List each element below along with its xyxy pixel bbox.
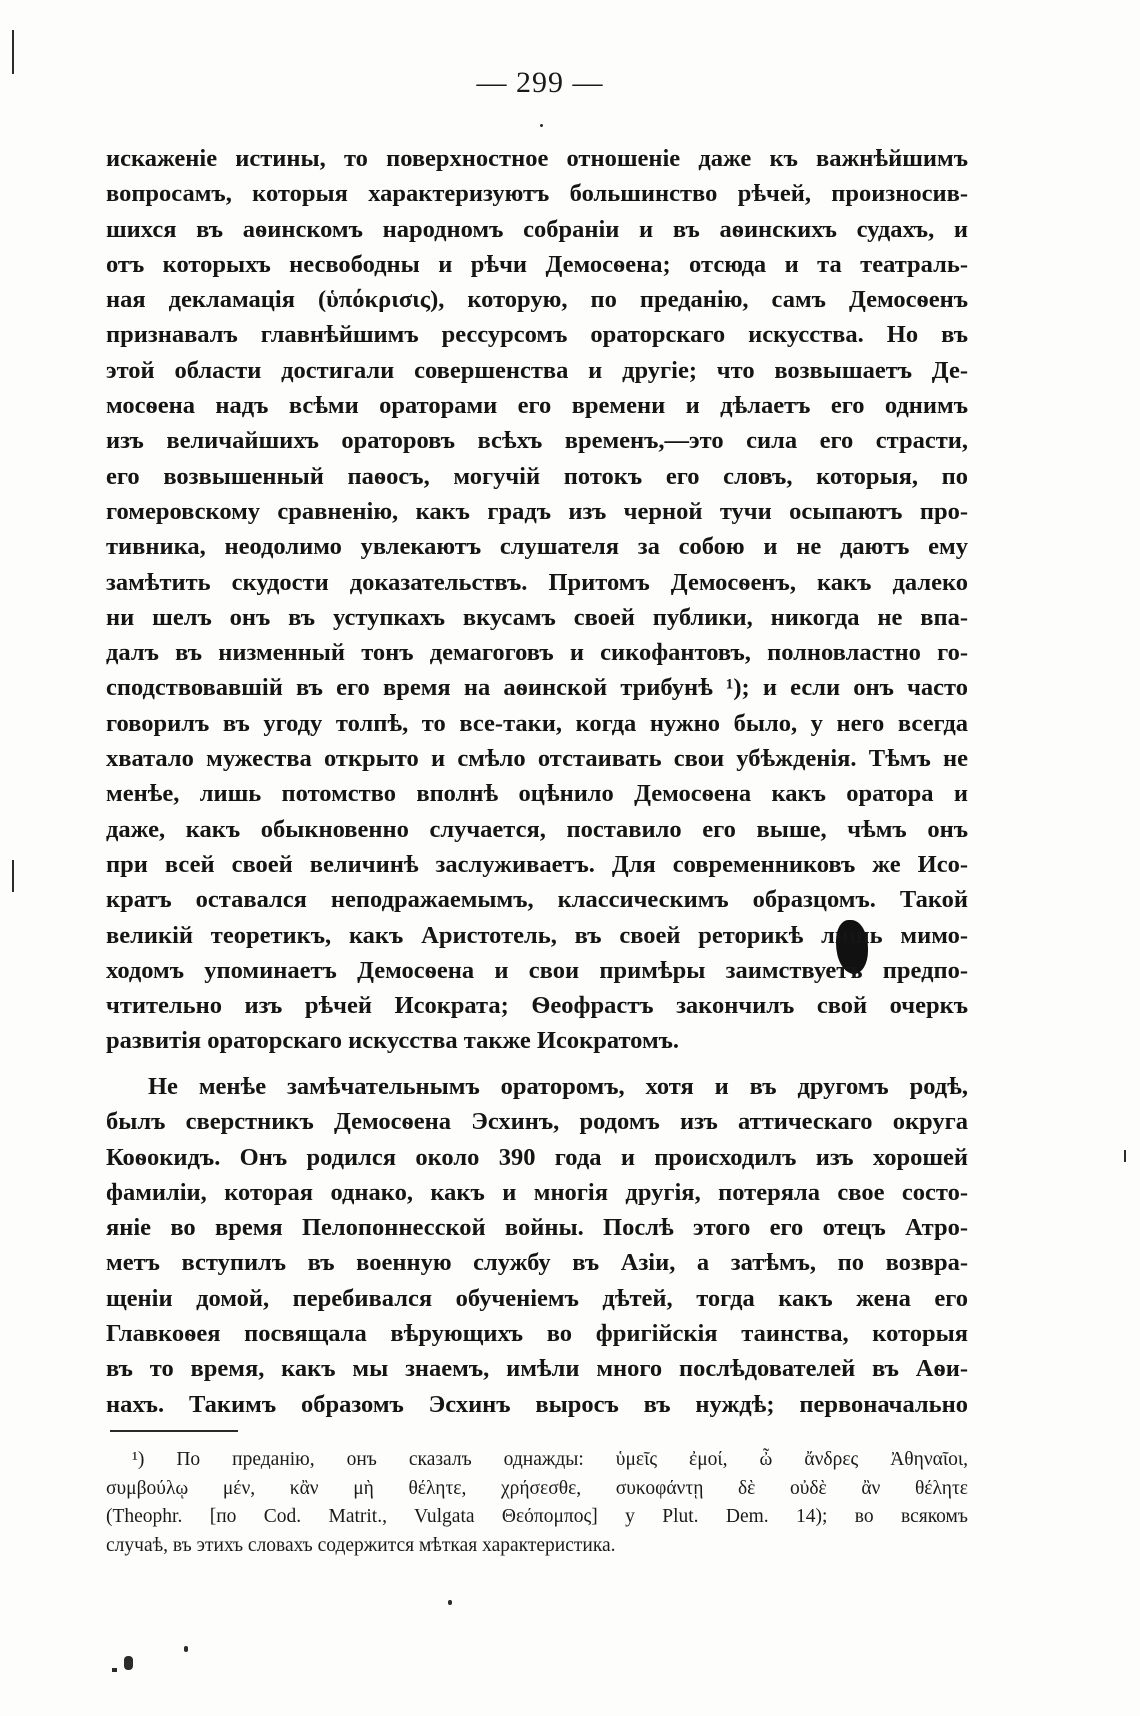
text-line: его возвышенный паѳосъ, могучій потокъ его словъ, которыя, по <box>106 462 968 490</box>
footnote <box>106 1446 968 1560</box>
scan-edge-mark-mid <box>12 860 14 892</box>
text-line: менѣе, лишь потомство вполнѣ оцѣнило Демосѳена какъ оратора и <box>106 780 968 808</box>
text-line: ходомъ упоминаетъ Демосѳена и свои примѣры заимствуетъ предпо- <box>106 956 968 984</box>
text-line: развитія ораторскаго искусства также Исократомъ. <box>106 1027 680 1055</box>
text-line: замѣтить скудости доказательствъ. Притомъ Демосѳенъ, какъ далеко <box>106 568 968 596</box>
text-line: шихся въ аѳинскомъ народномъ собраніи и въ аѳинскихъ судахъ, и <box>106 215 968 243</box>
scan-speck-bottom <box>448 1600 452 1605</box>
text-line: признавалъ главнѣйшимъ рессурсомъ ораторскаго искусства. Но въ <box>106 321 968 349</box>
text-line: кратъ оставался неподражаемымъ, классическимъ образцомъ. Такой <box>106 886 968 914</box>
text-line: отъ которыхъ несвободны и рѣчи Демосѳена; отсюда и та театраль- <box>106 250 968 278</box>
text-line: метъ вступилъ въ военную службу въ Азіи, а затѣмъ, по возвра- <box>106 1249 968 1277</box>
text-line: даже, какъ обыкновенно случается, поставило его выше, чѣмъ онъ <box>106 815 968 843</box>
text-line: ни шелъ онъ въ уступкахъ вкусамъ своей публики, никогда не впа- <box>106 603 968 631</box>
text-line: Главкоѳея посвящала вѣрующихъ во фригійскія таинства, которыя <box>106 1320 968 1348</box>
text-line: гомеровскому сравненію, какъ градъ изъ черной тучи осыпаютъ про- <box>106 497 968 525</box>
text-line: при всей своей величинѣ заслуживаетъ. Для современниковъ же Исо- <box>106 850 968 878</box>
footnote-line: случаѣ, въ этихъ словахъ содержится мѣткая характеристика. <box>106 1534 616 1556</box>
text-line: Коѳокидъ. Онъ родился около 390 года и происходилъ изъ хорошей <box>106 1143 968 1171</box>
scan-speck-top-dot <box>540 124 543 127</box>
text-line: фамиліи, которая однако, какъ и многія другія, потеряла свое состо- <box>106 1178 968 1206</box>
page-number: — 299 — <box>476 66 604 99</box>
text-line: былъ сверстникъ Демосѳена Эсхинъ, родомъ изъ аттическаго округа <box>106 1108 968 1136</box>
text-line: говорилъ въ угоду толпѣ, то все-таки, когда нужно было, у него всегда <box>106 709 968 737</box>
text-line: этой области достигали совершенства и другіе; что возвышаетъ Де- <box>106 356 968 384</box>
footnote-line: συμβούλῳ μέν, κἂν μὴ θέλητε, χρήσεσθε, συκοφάντῃ δὲ οὐδὲ ἂν θέλητε <box>106 1477 968 1499</box>
scan-blot-bottom-left-small <box>112 1668 117 1672</box>
text-line: вопросамъ, которыя характеризуютъ большинство рѣчей, произносив- <box>106 180 968 208</box>
text-line: мосѳена надъ всѣми ораторами его времени и дѣлаетъ его однимъ <box>106 392 968 420</box>
text-line: тивника, неодолимо увлекаютъ слушателя за собою и не даютъ ему <box>106 533 968 561</box>
footnote-divider <box>110 1430 238 1432</box>
text-line: Не менѣе замѣчательнымъ ораторомъ, хотя и въ другомъ родѣ, <box>148 1073 968 1100</box>
text-line: нахъ. Такимъ образомъ Эсхинъ выросъ въ нуждѣ; первоначально <box>106 1390 968 1418</box>
text-line: чтительно изъ рѣчей Исократа; Ѳеофрастъ закончилъ свой очеркъ <box>106 992 968 1020</box>
text-line: яніе во время Пелопоннесской войны. Послѣ этого его отецъ Атро- <box>106 1214 968 1242</box>
paragraph-1 <box>106 141 968 1059</box>
text-line: въ то время, какъ мы знаемъ, имѣли много послѣдователей въ Аѳи- <box>106 1355 968 1383</box>
footnote-line: (Theophr. [по Cod. Matrit., Vulgata Θεόπομπος] у Plut. Dem. 14); во всякомъ <box>106 1506 968 1527</box>
text-line: изъ величайшихъ ораторовъ всѣхъ временъ,—это сила его страсти, <box>106 427 968 455</box>
text-line: искаженіе истины, то поверхностное отношеніе даже къ важнѣйшимъ <box>106 145 968 172</box>
scan-speck-bottom-dot <box>184 1646 188 1652</box>
text-line: великій теоретикъ, какъ Аристотель, въ своей реторикѣ лишь мимо- <box>106 921 968 949</box>
scan-blot-bottom-left <box>124 1656 133 1670</box>
paragraph-2 <box>106 1069 968 1422</box>
text-line: сподствовавшій въ его время на аѳинской трибунѣ ¹); и если онъ часто <box>106 674 968 702</box>
text-line: ная декламація (ὑπόκρισις), которую, по преданію, самъ Демосѳенъ <box>106 286 968 314</box>
footnote-line: ¹) По преданію, онъ сказалъ однажды: ὑμεῖς ἐμοί, ὦ ἄνδρες Ἀθηναῖοι, <box>132 1449 968 1470</box>
text-line: далъ въ низменный тонъ демагоговъ и сикофантовъ, полновластно го- <box>106 639 968 667</box>
scan-speck-right <box>1124 1150 1126 1162</box>
text-line: щеніи домой, перебивался обученіемъ дѣтей, тогда какъ жена его <box>106 1284 968 1312</box>
text-line: хватало мужества открыто и смѣло отстаивать свои убѣжденія. Тѣмъ не <box>106 745 968 773</box>
